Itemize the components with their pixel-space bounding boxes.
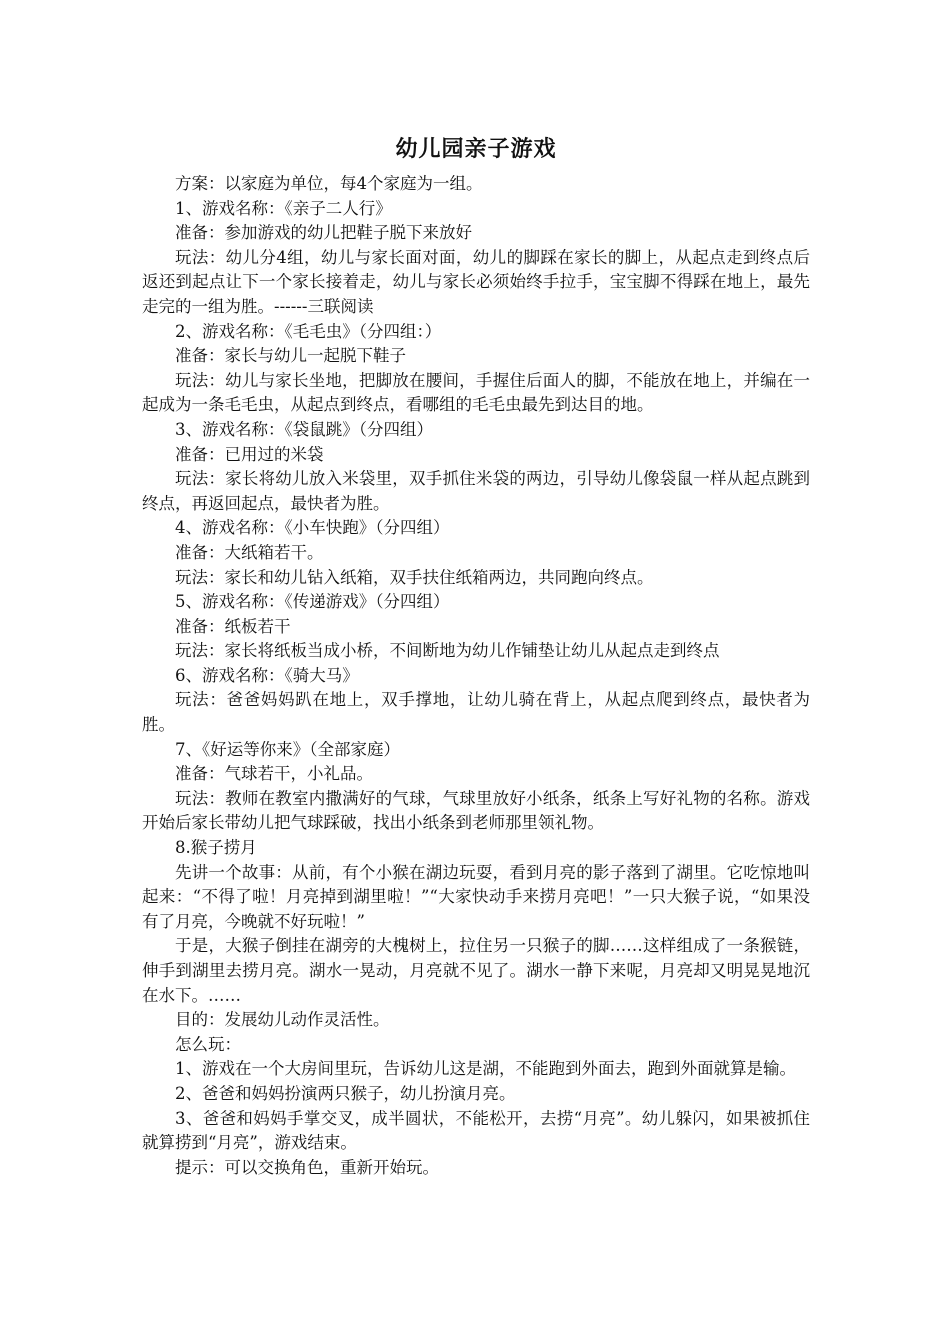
paragraph: 5、游戏名称：《传递游戏》（分四组） — [175, 592, 450, 612]
paragraph: 玩法：教师在教室内撒满好的气球，气球里放好小纸条，纸条上写好礼物的名称。游戏开始后家长带幼儿把气球踩破，找出小纸条到老师那里领礼物。 — [142, 788, 810, 833]
paragraph: 先讲一个故事：从前，有个小猴在湖边玩耍，看到月亮的影子落到了湖里。它吃惊地叫起来：“不得了啦！月亮掉到湖里啦！”“大家快动手来捞月亮吧！”一只大猴子说，“如果没有了月亮，今晚就不好玩啦！” — [142, 862, 810, 931]
document-title: 幼儿园亲子游戏 — [395, 137, 557, 162]
paragraph: 1、游戏在一个大房间里玩，告诉幼儿这是湖，不能跑到外面去，跑到外面就算是输。 — [175, 1059, 796, 1079]
paragraph: 准备：已用过的米袋 — [175, 444, 324, 464]
document-body — [142, 172, 810, 1180]
paragraph: 3、爸爸和妈妈手掌交叉，成半圆状，不能松开，去捞“月亮”。幼儿躲闪，如果被抓住就算捞到“月亮”，游戏结束。 — [142, 1108, 810, 1153]
paragraph: 3、游戏名称：《袋鼠跳》（分四组） — [175, 419, 433, 439]
paragraph: 玩法：家长和幼儿钻入纸箱，双手扶住纸箱两边，共同跑向终点。 — [175, 567, 654, 587]
paragraph: 7、《好运等你来》（全部家庭） — [175, 739, 400, 759]
paragraph: 6、游戏名称：《骑大马》 — [175, 665, 359, 685]
paragraph: 准备：大纸箱若干。 — [175, 542, 324, 562]
paragraph: 4、游戏名称：《小车快跑》（分四组） — [175, 518, 450, 538]
paragraph: 准备：纸板若干 — [175, 616, 291, 636]
paragraph: 玩法：幼儿分4组，幼儿与家长面对面，幼儿的脚踩在家长的脚上，从起点走到终点后返还到起点让下一个家长接着走，幼儿与家长必须始终手拉手，宝宝脚不得踩在地上，最先走完的一组为胜。------三联阅读 — [142, 247, 810, 316]
paragraph: 1、游戏名称：《亲子二人行》 — [175, 198, 392, 218]
paragraph: 8.猴子捞月 — [175, 838, 257, 858]
paragraph: 准备：参加游戏的幼儿把鞋子脱下来放好 — [175, 223, 472, 243]
paragraph: 准备：家长与幼儿一起脱下鞋子 — [175, 346, 406, 366]
paragraph: 怎么玩： — [175, 1034, 241, 1054]
paragraph: 玩法：家长将幼儿放入米袋里，双手抓住米袋的两边，引导幼儿像袋鼠一样从起点跳到终点，再返回起点，最快者为胜。 — [142, 469, 810, 513]
paragraph: 2、爸爸和妈妈扮演两只猴子，幼儿扮演月亮。 — [175, 1083, 516, 1103]
paragraph: 于是，大猴子倒挂在湖旁的大槐树上，拉住另一只猴子的脚……这样组成了一条猴链，伸手到湖里去捞月亮。湖水一晃动，月亮就不见了。湖水一静下来呢，月亮却又明晃晃地沉在水下。…… — [142, 936, 810, 1005]
paragraph: 2、游戏名称：《毛毛虫》（分四组：） — [175, 321, 442, 341]
paragraph: 玩法：家长将纸板当成小桥，不间断地为幼儿作铺垫让幼儿从起点走到终点 — [175, 641, 720, 661]
paragraph: 提示：可以交换角色，重新开始玩。 — [175, 1157, 439, 1177]
paragraph: 方案：以家庭为单位，每4个家庭为一组。 — [175, 174, 483, 193]
paragraph: 玩法：幼儿与家长坐地，把脚放在腰间，手握住后面人的脚，不能放在地上，并编在一起成为一条毛毛虫，从起点到终点，看哪组的毛毛虫最先到达目的地。 — [142, 370, 810, 415]
document-page — [142, 130, 810, 1180]
paragraph: 准备：气球若干，小礼品。 — [175, 764, 373, 784]
paragraph: 玩法：爸爸妈妈趴在地上，双手撑地，让幼儿骑在背上，从起点爬到终点，最快者为胜。 — [142, 690, 810, 735]
paragraph: 目的：发展幼儿动作灵活性。 — [175, 1010, 390, 1030]
